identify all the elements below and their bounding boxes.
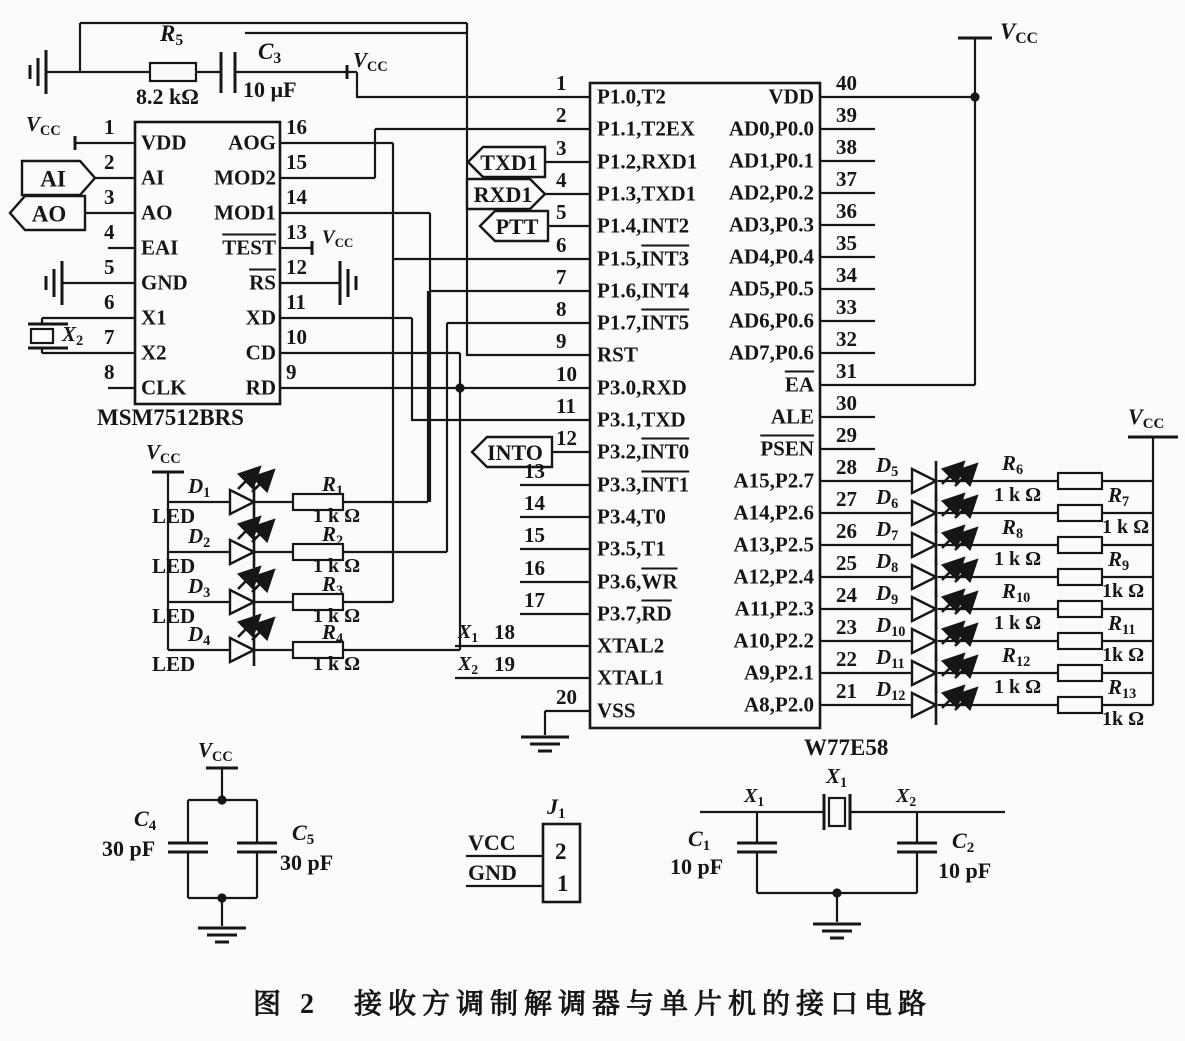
mcu-pin-number: 4: [556, 168, 567, 192]
mcu-pin-label: A15,P2.7: [733, 468, 814, 493]
mcu-pin-label: ALE: [770, 404, 814, 429]
resistor-designator: R11: [1108, 611, 1136, 638]
mcu-pin-label: A8,P2.0: [744, 692, 814, 717]
resistor-designator: R3: [322, 572, 344, 599]
mcu-pin-label: P3.1,TXD: [597, 407, 686, 432]
mcu-pin-number: 31: [836, 359, 857, 383]
mcu-pin-number: 1: [556, 71, 567, 95]
led-light-arrow: [252, 523, 271, 542]
junction-dot: [217, 795, 226, 804]
c4-label: C4: [134, 806, 157, 835]
led-designator: D3: [188, 574, 211, 601]
mcu-pin-number: 17: [524, 588, 545, 612]
mcu-pin-number: 27: [836, 487, 857, 511]
resistor: [1058, 633, 1102, 649]
mcu-pin-number: 34: [836, 263, 857, 287]
figure-caption: 图 2 接收方调制解调器与单片机的接口电路: [252, 989, 932, 1020]
led-d2: [230, 540, 254, 564]
mcu-pin-number: 3: [556, 136, 567, 160]
resistor-r5: [150, 63, 196, 81]
mcu-pin-label: VDD: [768, 84, 814, 109]
mcu-pin-label: P1.2,RXD1: [597, 149, 698, 174]
vcc-label: VCC: [146, 440, 181, 467]
flag-int0-label: INTO: [487, 440, 543, 465]
vcc-label: VCC: [1000, 19, 1038, 48]
resistor-designator: R12: [1002, 643, 1031, 670]
mcu-pin-label: AD5,P0.5: [728, 276, 814, 301]
mcu-pin-number: 25: [836, 551, 857, 575]
c1-label: C1: [688, 826, 711, 855]
mcu-pin-label: A10,P2.2: [733, 628, 814, 653]
mcu-pin-label: P1.6,INT4: [597, 278, 690, 303]
vcc-label: VCC: [322, 227, 354, 250]
modem-chip-name: MSM7512BRS: [97, 405, 244, 430]
modem-pin-number: 14: [286, 185, 307, 209]
modem-pin-number: 13: [286, 220, 307, 244]
mcu-pin-label: AD7,P0.6: [728, 340, 814, 365]
flag-txd1-label: TXD1: [480, 150, 538, 175]
led-d7: [912, 533, 936, 557]
mcu-pin-number: 10: [556, 362, 577, 386]
led-d5: [912, 469, 936, 493]
resistor: [1058, 601, 1102, 617]
resistor-designator: R13: [1108, 675, 1137, 702]
xtal-node-label: X2: [896, 785, 917, 809]
mcu-pin-label: AD0,P0.0: [728, 116, 814, 141]
flag-ptt-label: PTT: [495, 214, 539, 239]
mcu-pin-label: VSS: [597, 698, 636, 723]
flag-ao-label: AO: [31, 201, 67, 227]
modem-pin-number: 11: [286, 290, 306, 314]
led-light-arrow: [252, 573, 271, 592]
mcu-pin-label: P3.2,INT0: [597, 439, 690, 464]
xtal2-net-label: X1: [458, 621, 479, 645]
led-d11: [912, 661, 936, 685]
mcu-pin-number: 36: [836, 199, 857, 223]
junction-dot: [970, 92, 979, 101]
resistor-value: 1 k Ω: [994, 612, 1042, 634]
mcu-pin-number: 14: [524, 491, 545, 515]
mcu-pin-label: XTAL1: [597, 665, 665, 690]
vcc-label: VCC: [1128, 404, 1165, 433]
resistor-value: 1 k Ω: [313, 653, 361, 675]
mcu-pin-label: A13,P2.5: [733, 532, 814, 557]
mcu-pin-number: 9: [556, 329, 567, 353]
mcu-pin-label: A14,P2.6: [733, 500, 814, 525]
j1-pin-number: 2: [555, 839, 567, 864]
xtal-designator: X1: [826, 764, 848, 791]
mcu-pin-label: P1.0,T2: [597, 84, 666, 109]
modem-pin-label: CLK: [141, 375, 187, 400]
mcu-pin-number: 28: [836, 455, 857, 479]
r5-value: 8.2 kΩ: [136, 84, 199, 109]
resistor-designator: R7: [1108, 483, 1130, 510]
led-type-label: LED: [152, 604, 196, 628]
resistor: [1058, 473, 1102, 489]
junction-dot: [832, 888, 841, 897]
led-d9: [912, 597, 936, 621]
mcu-pin-label: P1.5,INT3: [597, 246, 690, 271]
mcu-pin-number: 12: [556, 426, 577, 450]
led-d8: [912, 565, 936, 589]
xtal-node-label: X1: [744, 785, 765, 809]
mcu-pin-number: 39: [836, 103, 857, 127]
led-type-label: LED: [152, 504, 196, 528]
mcu-pin-number: 18: [494, 620, 515, 644]
vcc-label: VCC: [198, 738, 233, 765]
mcu-pin-number: 29: [836, 423, 857, 447]
led-designator: D5: [876, 453, 899, 480]
modem-pin-label: X1: [141, 305, 167, 330]
mcu-pin-number: 8: [556, 297, 567, 321]
mcu-pin-label: P3.0,RXD: [597, 375, 687, 400]
mcu-pin-number: 24: [836, 583, 857, 607]
modem-pin-label: MOD2: [214, 165, 276, 190]
mcu-pin-label: A11,P2.3: [734, 596, 814, 621]
mcu-pin-label: P1.1,T2EX: [597, 116, 696, 141]
resistor: [1058, 697, 1102, 713]
mcu-pin-number: 19: [494, 652, 515, 676]
modem-pin-label: GND: [141, 270, 188, 295]
modem-pin-label: MOD1: [214, 200, 276, 225]
flag-rxd1-label: RXD1: [473, 182, 533, 207]
modem-pin-label: AOG: [228, 130, 276, 155]
resistor-value: 1k Ω: [1102, 644, 1145, 666]
mcu-pin-label: RST: [597, 342, 638, 367]
led-designator: D8: [876, 549, 899, 576]
mcu-pin-label: P1.7,INT5: [597, 310, 690, 335]
c3-label: C3: [258, 39, 282, 68]
resistor-value: 1 k Ω: [994, 484, 1042, 506]
mcu-pin-number: 33: [836, 295, 857, 319]
modem-pin-label: $\overline{RS}$: [249, 270, 276, 295]
mcu-pin-number: 15: [524, 523, 545, 547]
modem-pin-label: X2: [141, 340, 167, 365]
resistor-designator: R6: [1002, 451, 1024, 478]
led-designator: D11: [876, 645, 905, 672]
mcu-pin-number: 20: [556, 685, 577, 709]
modem-pin-label: XD: [245, 305, 276, 330]
mcu-pin-number: 13: [524, 459, 545, 483]
modem-pin-label: AO: [141, 200, 173, 225]
mcu-pin-number: 22: [836, 647, 857, 671]
resistor-value: 1k Ω: [1102, 708, 1145, 730]
mcu-pin-number: 38: [836, 135, 857, 159]
modem-pin-label: AI: [141, 165, 165, 190]
j1-label: J1: [547, 794, 566, 823]
mcu-pin-number: 30: [836, 391, 857, 415]
modem-pin-number: 16: [286, 115, 307, 139]
resistor: [1058, 505, 1102, 521]
mcu-pin-number: 16: [524, 556, 545, 580]
modem-pin-number: 4: [104, 220, 115, 244]
mcu-pin-label: $P3.6,\overline{WR}$: [597, 569, 678, 594]
mcu-pin-label: A12,P2.4: [733, 564, 814, 589]
mcu-pin-label: XTAL2: [597, 633, 665, 658]
led-designator: D9: [876, 581, 899, 608]
resistor-designator: R9: [1108, 547, 1130, 574]
c1-value: 10 pF: [670, 854, 724, 879]
vcc-label: VCC: [26, 112, 61, 139]
mcu-pin-label: $P3.7,\overline{RD}$: [597, 601, 672, 626]
c5-label: C5: [292, 820, 315, 849]
mcu-pin-label: P3.5,T1: [597, 536, 666, 561]
vcc-label: VCC: [353, 48, 388, 75]
mcu-pin-label: P1.3,TXD1: [597, 181, 697, 206]
mcu-pin-number: 32: [836, 327, 857, 351]
resistor-value: 1 k Ω: [994, 676, 1042, 698]
mcu-pin-label: AD4,P0.4: [728, 244, 814, 269]
c5-value: 30 pF: [280, 850, 334, 875]
modem-pin-number: 5: [104, 255, 115, 279]
resistor-designator: R10: [1002, 579, 1031, 606]
mcu-pin-label: AD6,P0.6: [728, 308, 814, 333]
mcu-pin-label: P3.3,INT1: [597, 472, 690, 497]
c4-value: 30 pF: [102, 836, 156, 861]
led-designator: D10: [876, 613, 906, 640]
led-d1: [230, 490, 254, 514]
modem-pin-number: 7: [104, 325, 115, 349]
led-designator: D1: [188, 474, 211, 501]
led-d12: [912, 693, 936, 717]
led-d4: [230, 638, 254, 662]
mcu-pin-label: AD1,P0.1: [728, 148, 814, 173]
mcu-pin-label: AD2,P0.2: [728, 180, 814, 205]
led-light-arrow: [252, 473, 271, 492]
modem-pin-number: 15: [286, 150, 307, 174]
mcu-pin-label: P1.4,INT2: [597, 213, 690, 238]
junction-dot: [217, 893, 226, 902]
modem-pin-label: EAI: [141, 235, 179, 260]
led-light-arrow: [252, 621, 271, 640]
c2-value: 10 pF: [938, 858, 992, 883]
modem-pin-number: 2: [104, 150, 115, 174]
led-designator: D7: [876, 517, 899, 544]
resistor-value: 1 k Ω: [994, 548, 1042, 570]
mcu-pin-label: AD3,P0.3: [728, 212, 814, 237]
resistor-designator: R2: [322, 522, 344, 549]
modem-pin-number: 1: [104, 115, 115, 139]
xtal1-net-label: X2: [458, 653, 479, 677]
mcu-pin-number: 26: [836, 519, 857, 543]
led-d10: [912, 629, 936, 653]
junction-dot: [455, 383, 464, 392]
modem-crystal-label: X2: [62, 322, 84, 349]
resistor: [1058, 537, 1102, 553]
resistor-designator: R4: [322, 620, 344, 647]
led-type-label: LED: [152, 554, 196, 578]
mcu-pin-number: 35: [836, 231, 857, 255]
mcu-pin-number: 11: [556, 394, 576, 418]
led-d6: [912, 501, 936, 525]
r5-label: R5: [160, 21, 184, 50]
led-type-label: LED: [152, 652, 196, 676]
mcu-pin-number: 21: [836, 679, 857, 703]
led-designator: D6: [876, 485, 899, 512]
modem-pin-number: 9: [286, 360, 297, 384]
mcu-pin-number: 40: [836, 71, 857, 95]
led-designator: D2: [188, 524, 211, 551]
mcu-pin-number: 23: [836, 615, 857, 639]
j1-pin-name: VCC: [468, 830, 516, 855]
c2-label: C2: [952, 828, 975, 857]
mcu-pin-label: $\overline{EA}$: [784, 372, 814, 397]
led-d3: [230, 590, 254, 614]
resistor-value: 1 k Ω: [313, 555, 361, 577]
resistor: [1058, 569, 1102, 585]
resistor-value: 1 k Ω: [313, 605, 361, 627]
led-designator: D4: [188, 622, 211, 649]
mcu-chip-name: W77E58: [804, 735, 889, 760]
resistor-value: 1k Ω: [1102, 580, 1145, 602]
resistor-designator: R8: [1002, 515, 1024, 542]
resistor-value: 1 k Ω: [313, 505, 361, 527]
mcu-pin-label: A9,P2.1: [744, 660, 814, 685]
j1-pin-name: GND: [468, 860, 517, 885]
led-designator: D12: [876, 677, 906, 704]
modem-pin-label: CD: [245, 340, 276, 365]
mcu-pin-number: 2: [556, 103, 567, 127]
mcu-pin-label: PSEN: [760, 436, 814, 461]
modem-pin-label: VDD: [141, 130, 187, 155]
modem-pin-label: RD: [245, 375, 276, 400]
modem-pin-number: 10: [286, 325, 307, 349]
resistor-designator: R1: [322, 472, 344, 499]
crystal-x2: [31, 329, 53, 343]
crystal-x1: [829, 798, 845, 826]
c3-value: 10 µF: [243, 77, 297, 102]
j1-pin-number: 1: [557, 871, 569, 896]
resistor-value: 1 k Ω: [1102, 516, 1150, 538]
mcu-pin-label: P3.4,T0: [597, 504, 666, 529]
modem-pin-number: 6: [104, 290, 115, 314]
modem-pin-number: 12: [286, 255, 307, 279]
mcu-pin-number: 7: [556, 265, 567, 289]
mcu-pin-number: 6: [556, 233, 567, 257]
modem-pin-label: TEST: [222, 235, 276, 260]
resistor: [1058, 665, 1102, 681]
mcu-pin-number: 37: [836, 167, 857, 191]
modem-pin-number: 8: [104, 360, 115, 384]
modem-pin-number: 3: [104, 185, 115, 209]
flag-ai-label: AI: [40, 166, 66, 192]
mcu-pin-number: 5: [556, 200, 567, 224]
